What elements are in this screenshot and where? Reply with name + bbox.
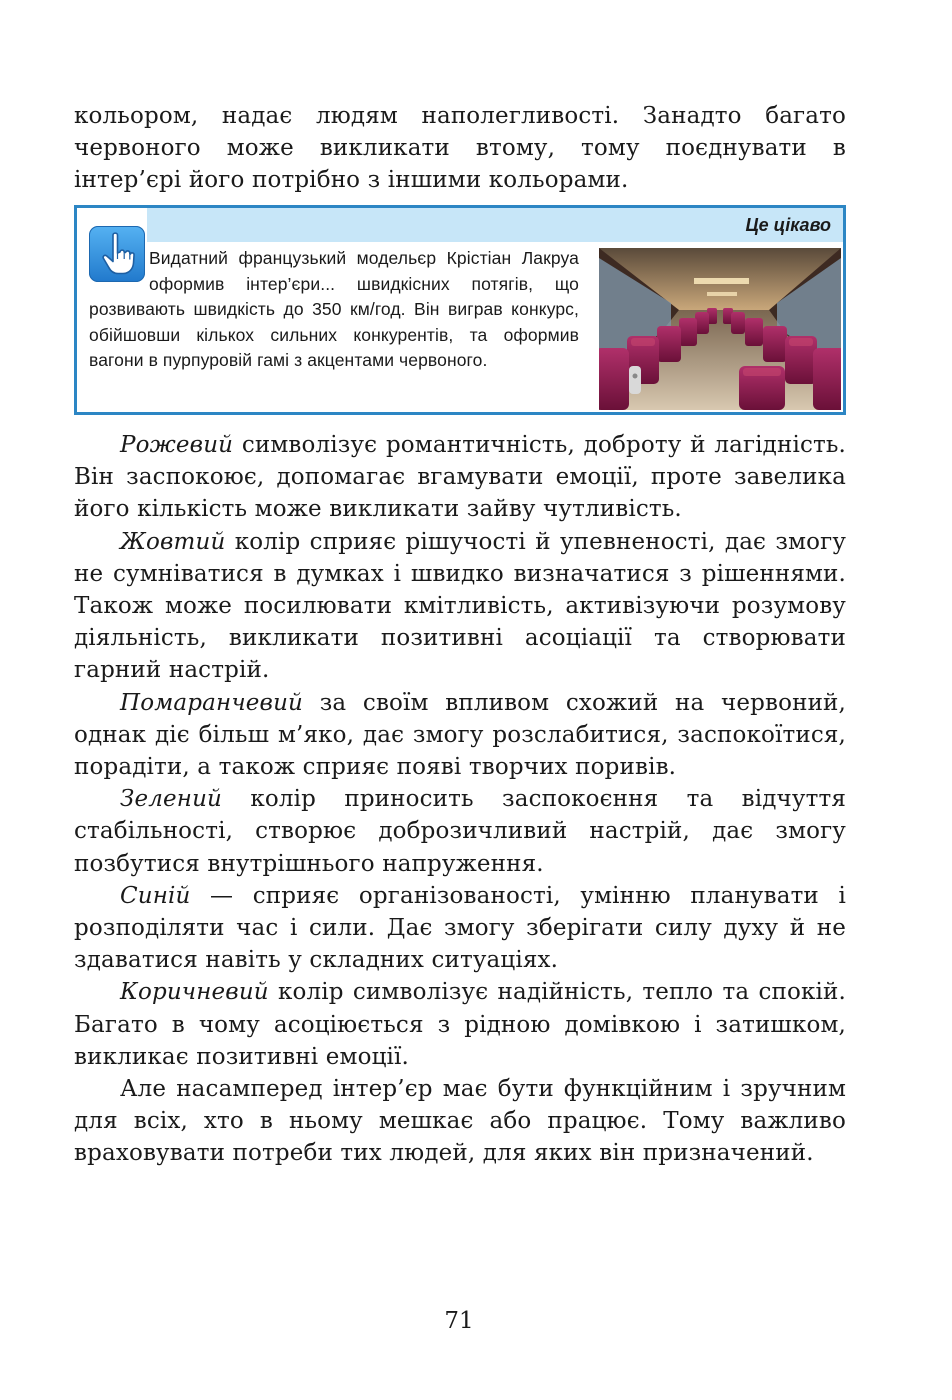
paragraph-conclusion: Але насамперед інтер’єр має бути функційним і зручним для всіх, хто в ньому мешкає або працює. Тому важливо враховувати потреби тих людей, для яких він призначений. bbox=[74, 1076, 846, 1167]
paragraph-blue: Синій — сприяє організованості, умінню планувати і розподіляти час і сили. Дає змогу зберігати силу духу й не здаватися навіть у складних ситуаціях. bbox=[74, 882, 846, 974]
intro-text: кольором, надає людям наполегливості. Занадто багато червоного може викликати втому, тому поєднувати в інтер’єрі його потрібно з іншими кольорами. bbox=[74, 103, 846, 194]
page-number: 71 bbox=[444, 1308, 474, 1334]
term-green: Зелений bbox=[120, 786, 223, 813]
term-orange: Помаранчевий bbox=[120, 689, 304, 716]
info-box-text: Видатний французький модельєр Крістіан Лакруа оформив інтер’єри... швидкісних потягів, що розвивають швидкість до 350 км/год. Він виграв конкурс, обійшовши кількох сильних конкурентів, та оформив вагони в пурпуровій гамі з акцентами червоного. bbox=[89, 248, 579, 370]
paragraph-orange: Помаранчевий за своїм впливом схожий на червоний, однак діє більш м’яко, дає змогу розслабитися, заспокоїтися, порадіти, а також сприяє появі творчих поривів. bbox=[74, 689, 846, 781]
term-yellow: Жовтий bbox=[120, 528, 226, 555]
paragraph-brown: Коричневий колір символізує надійність, тепло та спокій. Багато в чому асоціюється з рідною домівкою і затишком, викликає позитивні емоції. bbox=[74, 979, 846, 1070]
info-box-header bbox=[147, 208, 843, 242]
paragraph-pink: Рожевий символізує романтичність, доброту й лагідність. Він заспокоює, допомагає вгамувати емоції, проте завелика його кількість може викликати зайву чутливість. bbox=[74, 432, 846, 523]
paragraph-green: Зелений колір приносить заспокоєння та відчуття стабільності, створює доброзичливий настрій, дає змогу позбутися внутрішнього напруження. bbox=[74, 786, 846, 877]
main-text bbox=[74, 429, 846, 1170]
intro-paragraph bbox=[74, 100, 846, 197]
interesting-fact-box bbox=[74, 205, 846, 415]
term-pink: Рожевий bbox=[120, 432, 234, 458]
train-interior-photo bbox=[599, 248, 841, 410]
term-blue: Синій bbox=[120, 882, 191, 909]
term-brown: Коричневий bbox=[120, 979, 269, 1006]
paragraph-yellow: Жовтий колір сприяє рішучості й упевненості, дає змогу не сумніватися в думках і швидко визначатися з рішеннями. Також може посилювати кмітливість, активізуючи розумову діяльність, викликати позитивні асоціації та створювати гарний настрій. bbox=[74, 528, 846, 684]
info-box-title: Це цікаво bbox=[745, 215, 831, 235]
